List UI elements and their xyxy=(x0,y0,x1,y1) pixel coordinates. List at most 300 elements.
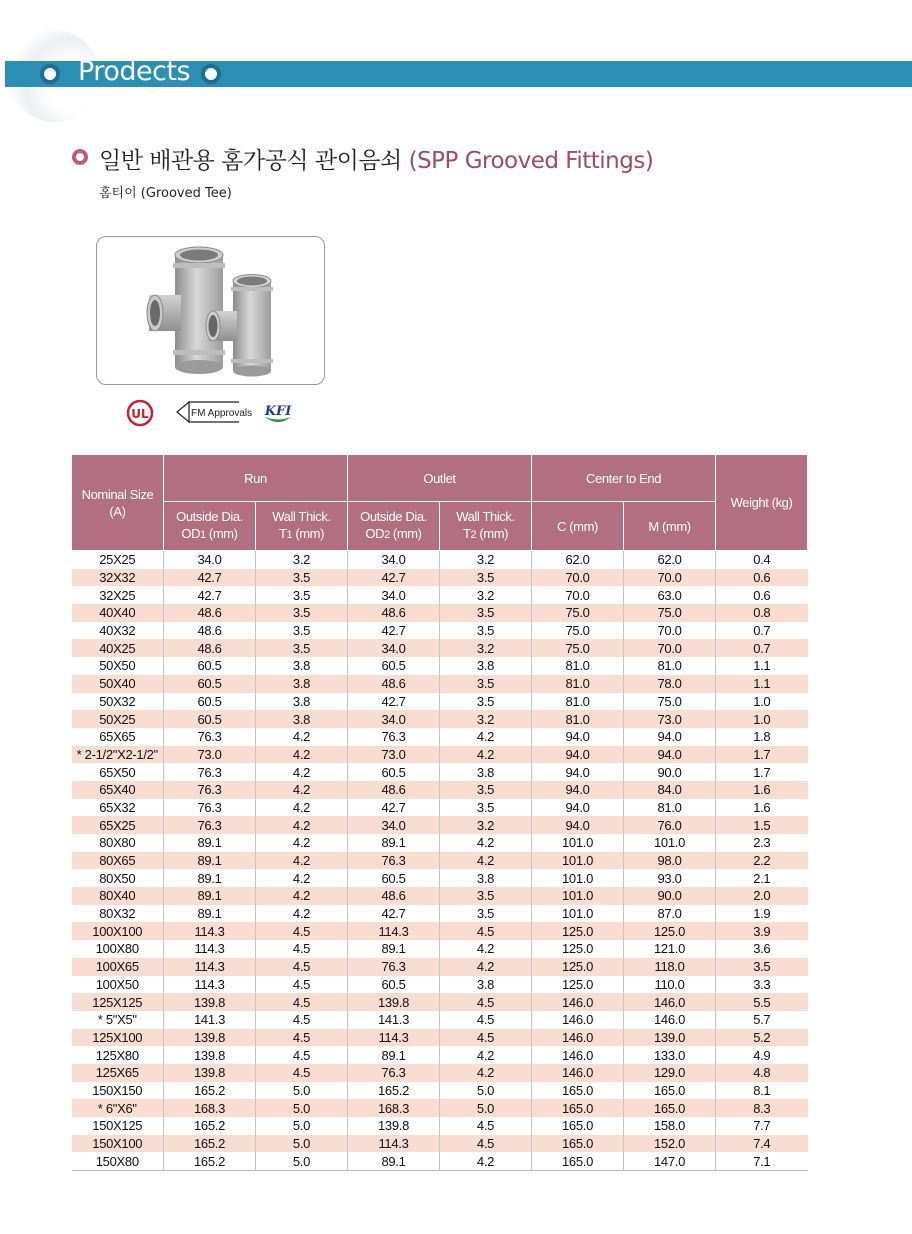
cell-od1: 139.8 xyxy=(164,1046,256,1064)
cell-od2: 114.3 xyxy=(348,922,440,940)
cell-nominal-size: 80X50 xyxy=(72,869,164,887)
cell-weight: 7.1 xyxy=(716,1152,808,1170)
cell-m: 101.0 xyxy=(624,834,716,852)
grooved-tee-illustration xyxy=(97,237,326,386)
cell-nominal-size: 80X40 xyxy=(72,887,164,905)
cell-m: 133.0 xyxy=(624,1046,716,1064)
header-od2: Outside Dia. OD2 (mm) xyxy=(348,502,440,551)
cell-m: 70.0 xyxy=(624,622,716,640)
table-row xyxy=(72,622,808,640)
cell-nominal-size: 65X40 xyxy=(72,781,164,799)
cell-t2: 4.5 xyxy=(440,922,532,940)
cell-weight: 0.8 xyxy=(716,604,808,622)
cell-c: 125.0 xyxy=(532,976,624,994)
cell-nominal-size: 150X100 xyxy=(72,1135,164,1153)
cell-t2: 3.5 xyxy=(440,604,532,622)
cell-od1: 34.0 xyxy=(164,551,256,569)
cell-nominal-size: 80X65 xyxy=(72,852,164,870)
cell-od2: 76.3 xyxy=(348,958,440,976)
cell-m: 70.0 xyxy=(624,569,716,587)
product-subtitle: 홈티이 (Grooved Tee) xyxy=(99,186,232,201)
cell-od1: 165.2 xyxy=(164,1082,256,1100)
cell-od2: 34.0 xyxy=(348,639,440,657)
cell-od2: 89.1 xyxy=(348,1152,440,1170)
cell-m: 146.0 xyxy=(624,1011,716,1029)
cell-weight: 2.3 xyxy=(716,834,808,852)
cell-nominal-size: 32X32 xyxy=(72,569,164,587)
cell-c: 101.0 xyxy=(532,887,624,905)
cell-od2: 34.0 xyxy=(348,710,440,728)
cell-m: 93.0 xyxy=(624,869,716,887)
cell-t1: 4.5 xyxy=(256,1064,348,1082)
header-t2: Wall Thick. T2 (mm) xyxy=(440,502,532,551)
cell-m: 146.0 xyxy=(624,993,716,1011)
cell-c: 62.0 xyxy=(532,551,624,569)
cell-nominal-size: 150X125 xyxy=(72,1117,164,1135)
cell-od1: 89.1 xyxy=(164,905,256,923)
cell-od2: 165.2 xyxy=(348,1082,440,1100)
cell-t1: 3.8 xyxy=(256,710,348,728)
cell-t1: 5.0 xyxy=(256,1152,348,1170)
cell-m: 87.0 xyxy=(624,905,716,923)
section-title-en: (SPP Grooved Fittings) xyxy=(408,148,654,174)
cell-od2: 42.7 xyxy=(348,799,440,817)
cell-od1: 165.2 xyxy=(164,1117,256,1135)
cell-od1: 114.3 xyxy=(164,922,256,940)
cell-m: 118.0 xyxy=(624,958,716,976)
cell-c: 94.0 xyxy=(532,728,624,746)
header-run: Run xyxy=(164,455,348,502)
cell-t2: 3.8 xyxy=(440,763,532,781)
cell-nominal-size: 125X65 xyxy=(72,1064,164,1082)
cell-t2: 3.5 xyxy=(440,569,532,587)
cell-weight: 5.2 xyxy=(716,1029,808,1047)
cell-od2: 89.1 xyxy=(348,1046,440,1064)
cell-weight: 0.6 xyxy=(716,586,808,604)
cell-t2: 4.2 xyxy=(440,1046,532,1064)
cell-nominal-size: 100X100 xyxy=(72,922,164,940)
cell-nominal-size: 50X50 xyxy=(72,657,164,675)
cell-t2: 3.2 xyxy=(440,639,532,657)
header-od1: Outside Dia. OD1 (mm) xyxy=(164,502,256,551)
cell-weight: 0.4 xyxy=(716,551,808,569)
cell-weight: 1.0 xyxy=(716,710,808,728)
cell-od2: 34.0 xyxy=(348,816,440,834)
cell-t1: 3.5 xyxy=(256,639,348,657)
cell-t1: 4.2 xyxy=(256,852,348,870)
cell-t2: 3.5 xyxy=(440,675,532,693)
cell-m: 147.0 xyxy=(624,1152,716,1170)
cell-c: 165.0 xyxy=(532,1135,624,1153)
cell-c: 165.0 xyxy=(532,1117,624,1135)
cell-m: 94.0 xyxy=(624,746,716,764)
cell-m: 94.0 xyxy=(624,728,716,746)
cell-weight: 1.6 xyxy=(716,799,808,817)
cell-t1: 5.0 xyxy=(256,1135,348,1153)
cell-od1: 76.3 xyxy=(164,799,256,817)
cell-od2: 76.3 xyxy=(348,852,440,870)
table-row xyxy=(72,1135,808,1153)
cell-od1: 73.0 xyxy=(164,746,256,764)
cell-od2: 48.6 xyxy=(348,604,440,622)
cell-od1: 60.5 xyxy=(164,693,256,711)
table-row xyxy=(72,1046,808,1064)
cell-od1: 141.3 xyxy=(164,1011,256,1029)
cell-c: 94.0 xyxy=(532,799,624,817)
cell-weight: 1.1 xyxy=(716,657,808,675)
table-row xyxy=(72,940,808,958)
section-title xyxy=(99,142,653,175)
table-row xyxy=(72,781,808,799)
cell-weight: 3.3 xyxy=(716,976,808,994)
cell-t2: 3.2 xyxy=(440,551,532,569)
svg-text:FM Approvals: FM Approvals xyxy=(191,408,253,419)
cell-t2: 4.2 xyxy=(440,940,532,958)
cell-c: 146.0 xyxy=(532,1064,624,1082)
cell-weight: 4.9 xyxy=(716,1046,808,1064)
cell-m: 81.0 xyxy=(624,799,716,817)
cell-t2: 3.5 xyxy=(440,905,532,923)
cell-t1: 4.2 xyxy=(256,781,348,799)
svg-text:KFI: KFI xyxy=(264,404,292,419)
table-row xyxy=(72,551,808,569)
cell-od1: 60.5 xyxy=(164,710,256,728)
cell-od2: 60.5 xyxy=(348,976,440,994)
cell-c: 94.0 xyxy=(532,816,624,834)
cell-od1: 76.3 xyxy=(164,816,256,834)
table-row xyxy=(72,799,808,817)
cell-c: 165.0 xyxy=(532,1099,624,1117)
cell-t1: 4.2 xyxy=(256,834,348,852)
cell-t2: 3.5 xyxy=(440,693,532,711)
cell-t1: 4.2 xyxy=(256,746,348,764)
cell-t2: 3.8 xyxy=(440,657,532,675)
table-row xyxy=(72,922,808,940)
cell-nominal-size: 40X25 xyxy=(72,639,164,657)
cell-od1: 76.3 xyxy=(164,728,256,746)
cell-weight: 1.7 xyxy=(716,746,808,764)
cell-c: 94.0 xyxy=(532,781,624,799)
cell-od2: 42.7 xyxy=(348,622,440,640)
spec-table xyxy=(71,454,808,1171)
cell-od2: 141.3 xyxy=(348,1011,440,1029)
cell-od1: 139.8 xyxy=(164,1064,256,1082)
cell-od1: 42.7 xyxy=(164,586,256,604)
cell-t1: 4.2 xyxy=(256,728,348,746)
cell-od2: 114.3 xyxy=(348,1029,440,1047)
cell-nominal-size: 100X50 xyxy=(72,976,164,994)
cell-m: 75.0 xyxy=(624,693,716,711)
cell-t1: 4.2 xyxy=(256,869,348,887)
cell-c: 75.0 xyxy=(532,622,624,640)
cell-t1: 4.5 xyxy=(256,976,348,994)
cell-c: 146.0 xyxy=(532,1046,624,1064)
table-row xyxy=(72,604,808,622)
cell-weight: 8.1 xyxy=(716,1082,808,1100)
cell-nominal-size: 25X25 xyxy=(72,551,164,569)
kfi-logo-icon xyxy=(261,399,295,427)
table-row xyxy=(72,816,808,834)
cell-od1: 42.7 xyxy=(164,569,256,587)
cell-weight: 4.8 xyxy=(716,1064,808,1082)
cell-t2: 3.2 xyxy=(440,710,532,728)
cell-c: 94.0 xyxy=(532,746,624,764)
cell-t1: 5.0 xyxy=(256,1099,348,1117)
cell-od2: 168.3 xyxy=(348,1099,440,1117)
cell-t1: 5.0 xyxy=(256,1082,348,1100)
cell-od2: 114.3 xyxy=(348,1135,440,1153)
cell-weight: 2.0 xyxy=(716,887,808,905)
cell-t1: 4.2 xyxy=(256,887,348,905)
cell-nominal-size: * 5"X5" xyxy=(72,1011,164,1029)
cell-nominal-size: * 6"X6" xyxy=(72,1099,164,1117)
cell-od2: 60.5 xyxy=(348,763,440,781)
cell-t1: 3.5 xyxy=(256,604,348,622)
cell-t2: 3.5 xyxy=(440,799,532,817)
cell-c: 125.0 xyxy=(532,922,624,940)
cell-t2: 4.2 xyxy=(440,958,532,976)
table-row xyxy=(72,693,808,711)
cell-od1: 89.1 xyxy=(164,852,256,870)
cell-od2: 89.1 xyxy=(348,834,440,852)
cell-od1: 168.3 xyxy=(164,1099,256,1117)
cell-weight: 2.2 xyxy=(716,852,808,870)
cell-c: 81.0 xyxy=(532,657,624,675)
cell-od2: 48.6 xyxy=(348,675,440,693)
cell-weight: 3.6 xyxy=(716,940,808,958)
cell-weight: 1.0 xyxy=(716,693,808,711)
cell-t1: 4.5 xyxy=(256,1046,348,1064)
header-c: C (mm) xyxy=(532,502,624,551)
cell-nominal-size: 150X80 xyxy=(72,1152,164,1170)
cell-weight: 1.7 xyxy=(716,763,808,781)
cell-od1: 89.1 xyxy=(164,869,256,887)
cell-t2: 4.2 xyxy=(440,1152,532,1170)
cell-od2: 60.5 xyxy=(348,869,440,887)
table-row xyxy=(72,905,808,923)
cell-nominal-size: 150X150 xyxy=(72,1082,164,1100)
header-center-to-end: Center to End xyxy=(532,455,716,502)
header-weight: Weight (kg) xyxy=(716,455,808,551)
cell-t2: 5.0 xyxy=(440,1099,532,1117)
cell-weight: 1.1 xyxy=(716,675,808,693)
cell-m: 139.0 xyxy=(624,1029,716,1047)
table-row xyxy=(72,993,808,1011)
cell-t1: 3.2 xyxy=(256,551,348,569)
cell-m: 62.0 xyxy=(624,551,716,569)
cell-t2: 3.2 xyxy=(440,586,532,604)
table-row xyxy=(72,675,808,693)
cell-nominal-size: 65X32 xyxy=(72,799,164,817)
cell-t1: 3.8 xyxy=(256,693,348,711)
cell-t2: 4.2 xyxy=(440,834,532,852)
table-row xyxy=(72,869,808,887)
cell-t2: 3.5 xyxy=(440,781,532,799)
cell-t1: 4.2 xyxy=(256,816,348,834)
cell-nominal-size: 80X80 xyxy=(72,834,164,852)
cell-m: 73.0 xyxy=(624,710,716,728)
cell-od1: 114.3 xyxy=(164,958,256,976)
cell-t1: 3.5 xyxy=(256,586,348,604)
table-row xyxy=(72,746,808,764)
cell-t1: 4.5 xyxy=(256,922,348,940)
table-row xyxy=(72,1064,808,1082)
cell-weight: 5.7 xyxy=(716,1011,808,1029)
cell-m: 81.0 xyxy=(624,657,716,675)
cell-m: 90.0 xyxy=(624,763,716,781)
table-row xyxy=(72,728,808,746)
cell-nominal-size: 125X125 xyxy=(72,993,164,1011)
cell-c: 101.0 xyxy=(532,905,624,923)
cell-nominal-size: 125X100 xyxy=(72,1029,164,1047)
ul-logo-icon xyxy=(124,399,156,427)
cell-od2: 42.7 xyxy=(348,905,440,923)
section-bullet-icon xyxy=(72,149,88,165)
cell-c: 146.0 xyxy=(532,993,624,1011)
cell-weight: 1.6 xyxy=(716,781,808,799)
cell-nominal-size: 50X40 xyxy=(72,675,164,693)
cell-m: 98.0 xyxy=(624,852,716,870)
table-row xyxy=(72,1029,808,1047)
cell-t1: 4.5 xyxy=(256,940,348,958)
cell-nominal-size: 100X80 xyxy=(72,940,164,958)
header-t1: Wall Thick. T1 (mm) xyxy=(256,502,348,551)
cell-weight: 7.7 xyxy=(716,1117,808,1135)
cell-t1: 3.5 xyxy=(256,622,348,640)
cell-weight: 8.3 xyxy=(716,1099,808,1117)
cell-m: 152.0 xyxy=(624,1135,716,1153)
cell-od1: 76.3 xyxy=(164,763,256,781)
table-row xyxy=(72,1099,808,1117)
cell-weight: 3.9 xyxy=(716,922,808,940)
spec-table-body xyxy=(72,551,808,1171)
cell-c: 81.0 xyxy=(532,693,624,711)
cell-t2: 4.2 xyxy=(440,852,532,870)
section-title-ko: 일반 배관용 홈가공식 관이음쇠 xyxy=(99,148,402,174)
cell-od1: 76.3 xyxy=(164,781,256,799)
cell-od1: 165.2 xyxy=(164,1135,256,1153)
cell-t2: 4.5 xyxy=(440,993,532,1011)
cell-od2: 60.5 xyxy=(348,657,440,675)
cell-weight: 1.9 xyxy=(716,905,808,923)
cell-t1: 4.5 xyxy=(256,958,348,976)
cell-m: 63.0 xyxy=(624,586,716,604)
cell-m: 165.0 xyxy=(624,1082,716,1100)
cell-od1: 48.6 xyxy=(164,622,256,640)
cell-m: 125.0 xyxy=(624,922,716,940)
cell-c: 125.0 xyxy=(532,958,624,976)
cell-c: 146.0 xyxy=(532,1029,624,1047)
table-row xyxy=(72,586,808,604)
cell-weight: 1.8 xyxy=(716,728,808,746)
cell-t2: 5.0 xyxy=(440,1082,532,1100)
cell-nominal-size: 40X40 xyxy=(72,604,164,622)
cell-od2: 76.3 xyxy=(348,728,440,746)
cell-od1: 89.1 xyxy=(164,887,256,905)
cell-m: 90.0 xyxy=(624,887,716,905)
table-row xyxy=(72,639,808,657)
cell-od1: 89.1 xyxy=(164,834,256,852)
cell-od1: 114.3 xyxy=(164,976,256,994)
cell-nominal-size: 32X25 xyxy=(72,586,164,604)
cell-nominal-size: 40X32 xyxy=(72,622,164,640)
cell-od1: 139.8 xyxy=(164,993,256,1011)
cell-t2: 4.2 xyxy=(440,728,532,746)
cell-m: 121.0 xyxy=(624,940,716,958)
cell-c: 125.0 xyxy=(532,940,624,958)
product-image xyxy=(96,236,325,385)
cell-nominal-size: 65X65 xyxy=(72,728,164,746)
page-title: Prodects xyxy=(78,56,191,87)
cell-t1: 5.0 xyxy=(256,1117,348,1135)
cell-m: 84.0 xyxy=(624,781,716,799)
cell-nominal-size: 100X65 xyxy=(72,958,164,976)
cell-c: 70.0 xyxy=(532,569,624,587)
cell-t1: 4.2 xyxy=(256,905,348,923)
cell-t2: 4.5 xyxy=(440,1135,532,1153)
cell-nominal-size: 80X32 xyxy=(72,905,164,923)
cell-c: 165.0 xyxy=(532,1152,624,1170)
cell-c: 70.0 xyxy=(532,586,624,604)
cell-weight: 0.7 xyxy=(716,639,808,657)
cell-c: 81.0 xyxy=(532,675,624,693)
cell-od2: 42.7 xyxy=(348,569,440,587)
cell-m: 158.0 xyxy=(624,1117,716,1135)
table-row xyxy=(72,1082,808,1100)
table-row xyxy=(72,763,808,781)
cell-t2: 3.2 xyxy=(440,816,532,834)
cell-t1: 4.5 xyxy=(256,1029,348,1047)
cell-m: 165.0 xyxy=(624,1099,716,1117)
cell-od1: 48.6 xyxy=(164,639,256,657)
cell-nominal-size: * 2-1/2"X2-1/2" xyxy=(72,746,164,764)
cell-od2: 76.3 xyxy=(348,1064,440,1082)
cell-weight: 3.5 xyxy=(716,958,808,976)
table-row xyxy=(72,657,808,675)
cell-m: 129.0 xyxy=(624,1064,716,1082)
cell-weight: 0.7 xyxy=(716,622,808,640)
cell-c: 75.0 xyxy=(532,639,624,657)
cell-od1: 60.5 xyxy=(164,657,256,675)
cell-od2: 42.7 xyxy=(348,693,440,711)
cell-m: 110.0 xyxy=(624,976,716,994)
cell-od2: 34.0 xyxy=(348,551,440,569)
cell-nominal-size: 65X25 xyxy=(72,816,164,834)
cell-c: 146.0 xyxy=(532,1011,624,1029)
cell-t1: 4.5 xyxy=(256,993,348,1011)
cell-od1: 60.5 xyxy=(164,675,256,693)
cell-od2: 89.1 xyxy=(348,940,440,958)
header-nominal-size: Nominal Size (A) xyxy=(72,455,164,551)
cell-t1: 3.8 xyxy=(256,675,348,693)
header-outlet: Outlet xyxy=(348,455,532,502)
cell-od1: 114.3 xyxy=(164,940,256,958)
cell-nominal-size: 65X50 xyxy=(72,763,164,781)
cell-c: 165.0 xyxy=(532,1082,624,1100)
cell-t2: 4.2 xyxy=(440,1064,532,1082)
fm-approvals-logo-icon xyxy=(175,399,253,425)
cell-t1: 4.2 xyxy=(256,799,348,817)
cell-weight: 1.5 xyxy=(716,816,808,834)
cell-od2: 48.6 xyxy=(348,887,440,905)
cell-weight: 2.1 xyxy=(716,869,808,887)
cell-t1: 3.8 xyxy=(256,657,348,675)
table-row xyxy=(72,1011,808,1029)
cell-c: 94.0 xyxy=(532,763,624,781)
cell-t2: 3.8 xyxy=(440,869,532,887)
cell-nominal-size: 50X32 xyxy=(72,693,164,711)
cell-weight: 7.4 xyxy=(716,1135,808,1153)
